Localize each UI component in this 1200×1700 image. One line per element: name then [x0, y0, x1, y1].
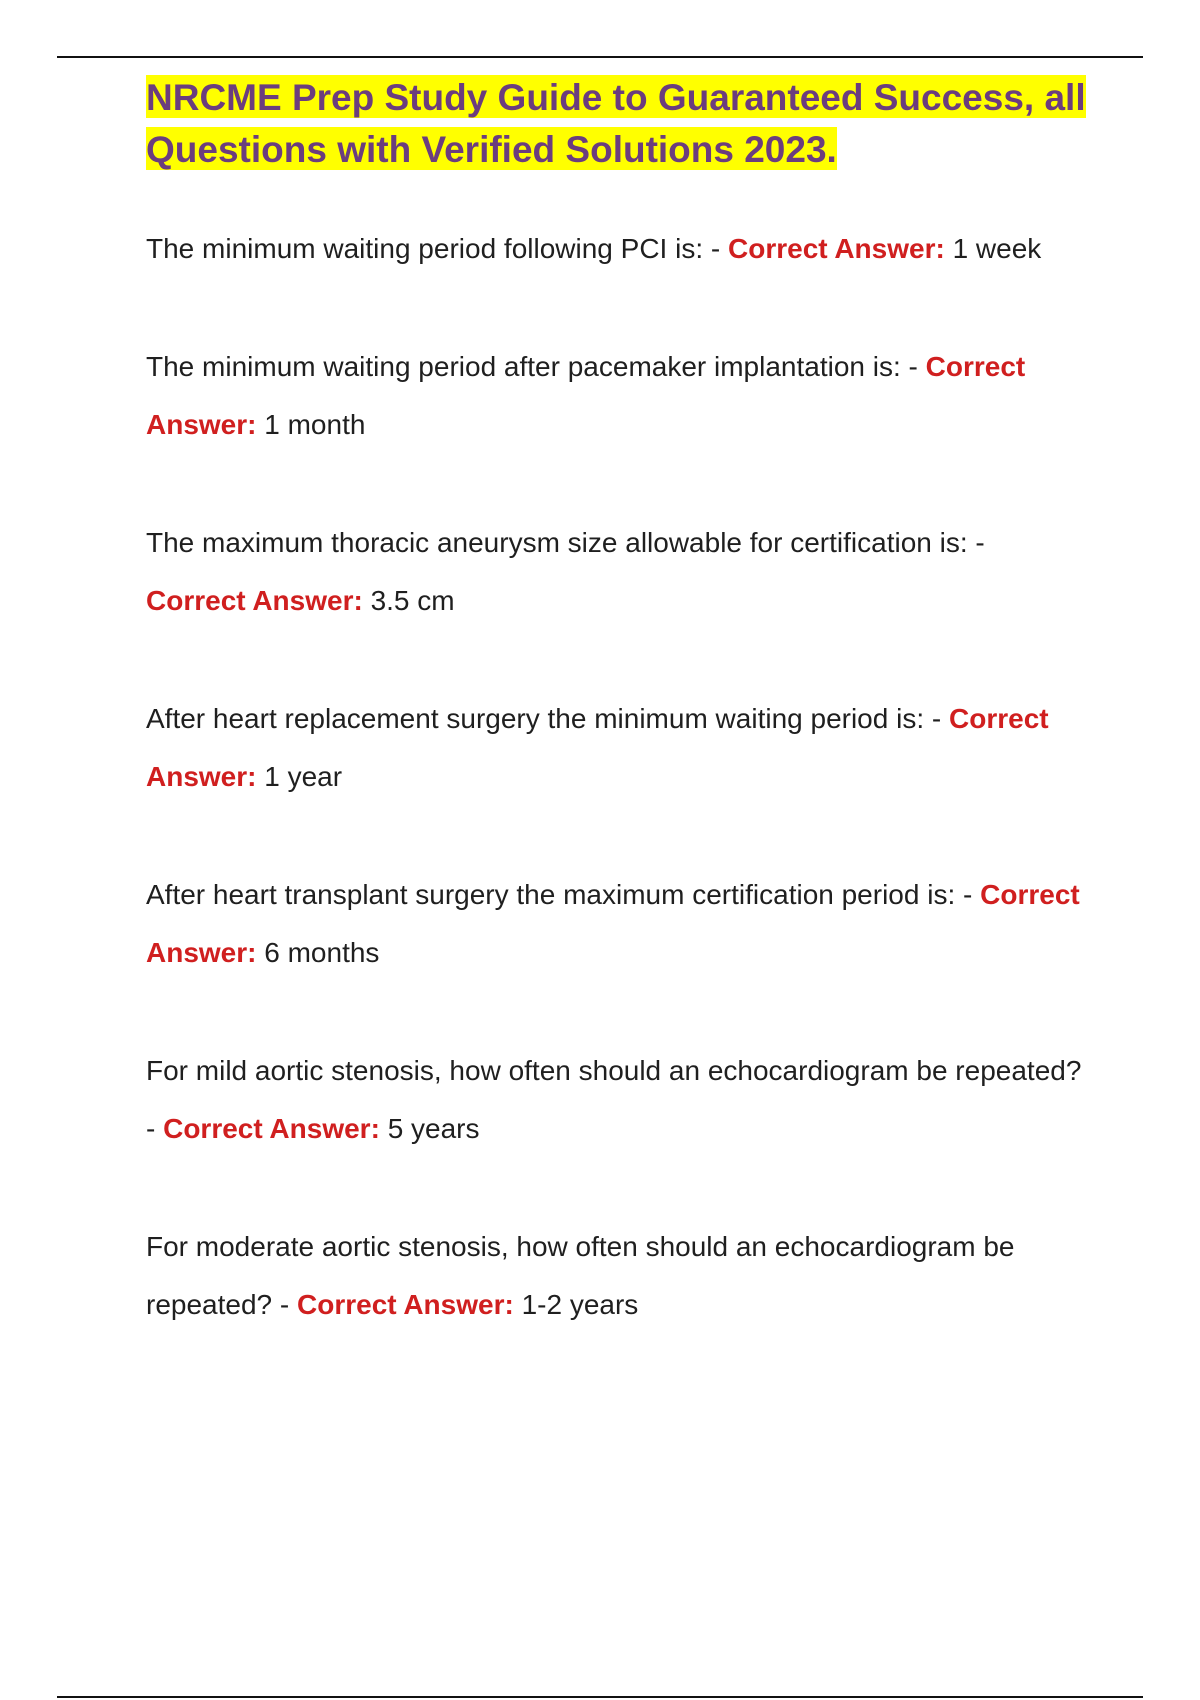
bottom-rule — [57, 1696, 1143, 1698]
question-text: For mild aortic stenosis, how often should an echocardiogram be repeated? — [146, 1055, 1082, 1086]
answer-label: Correct Answer: — [146, 585, 363, 616]
qa-item — [146, 338, 1086, 454]
answer-label: Correct Answer: — [146, 703, 1049, 792]
document-title — [146, 72, 1086, 176]
title-highlight: NRCME Prep Study Guide to Guaranteed Success, all Questions with Verified Solutions 2023. — [146, 77, 1086, 170]
question-text: After heart transplant surgery the maximum certification period is: — [146, 879, 956, 910]
qa-item — [146, 1042, 1086, 1158]
qa-item — [146, 866, 1086, 982]
question-text: The minimum waiting period after pacemaker implantation is: — [146, 351, 901, 382]
question-text: The maximum thoracic aneurysm size allowable for certification is: — [146, 527, 968, 558]
separator: - — [146, 1113, 164, 1144]
answer-label: Correct Answer: — [146, 879, 1080, 968]
answer-label: Correct Answer: — [146, 351, 1026, 440]
question-text: The minimum waiting period following PCI is: — [146, 233, 704, 264]
qa-item — [146, 690, 1086, 806]
answer-text: 5 years — [387, 1113, 480, 1144]
answer-text: 1 month — [264, 409, 366, 440]
answer-text: 1-2 years — [521, 1289, 639, 1320]
document-page — [146, 72, 1086, 1394]
answer-text: 1 year — [264, 761, 343, 792]
answer-text: 1 week — [952, 233, 1042, 264]
qa-item — [146, 514, 1086, 630]
answer-text: 3.5 cm — [370, 585, 455, 616]
answer-text: 6 months — [264, 937, 380, 968]
question-text: After heart replacement surgery the minimum waiting period is: — [146, 703, 925, 734]
qa-item — [146, 1218, 1086, 1334]
qa-item — [146, 220, 1086, 278]
separator: - — [703, 233, 728, 264]
question-text: For moderate aortic stenosis, how often should an echocardiogram be repeated? — [146, 1231, 1015, 1320]
answer-label: Correct Answer: — [297, 1289, 514, 1320]
qa-list — [146, 220, 1086, 1334]
top-rule — [57, 56, 1143, 58]
separator: - — [967, 527, 985, 558]
separator: - — [900, 351, 926, 382]
answer-label: Correct Answer: — [728, 233, 945, 264]
separator: - — [924, 703, 949, 734]
separator: - — [955, 879, 981, 910]
separator: - — [272, 1289, 297, 1320]
answer-label: Correct Answer: — [163, 1113, 380, 1144]
